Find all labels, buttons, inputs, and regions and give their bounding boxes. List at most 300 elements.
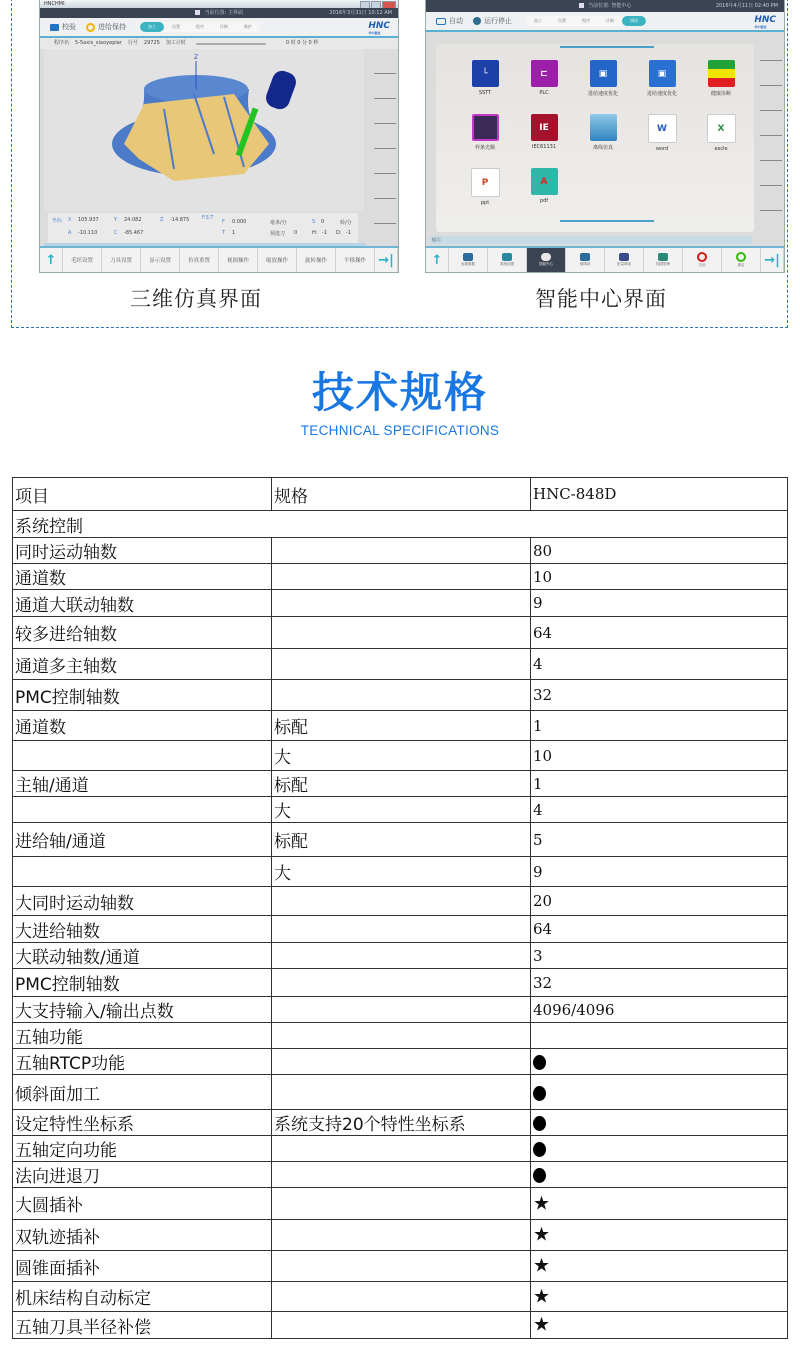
cell-spec xyxy=(272,916,531,943)
table-row xyxy=(13,943,788,969)
cell-spec xyxy=(272,997,531,1023)
tab-machining[interactable]: 加工 xyxy=(140,22,164,32)
s-value: 0 xyxy=(321,219,325,225)
table-row xyxy=(13,1162,788,1188)
next-page-button[interactable] xyxy=(375,248,398,272)
z-value: -14.875 xyxy=(170,217,190,223)
status-time: 2016年3月31日 10:12 AM xyxy=(329,10,392,16)
table-row xyxy=(13,1023,788,1049)
cell-value xyxy=(531,1282,788,1312)
page-indicator-bottom xyxy=(560,220,654,222)
tab-machining[interactable]: 加工 xyxy=(534,18,542,23)
y-label: Y xyxy=(114,217,118,223)
screenshot-showcase xyxy=(11,0,788,328)
h-label: H: xyxy=(312,230,318,236)
table-row xyxy=(13,1282,788,1312)
status-bar xyxy=(40,8,398,18)
bottom-softkey-bar xyxy=(40,246,398,272)
cell-value xyxy=(531,1251,788,1282)
cell-value xyxy=(531,1312,788,1339)
smart-center-screenshot xyxy=(426,0,784,272)
table-row xyxy=(13,1220,788,1251)
table-row xyxy=(13,1049,788,1075)
hint-label: 提示: xyxy=(432,237,442,242)
mode-row xyxy=(426,12,784,32)
a-label: A xyxy=(68,230,72,236)
cell-item: 设定特性坐标系 xyxy=(13,1110,272,1136)
table-row xyxy=(13,564,788,590)
d-label: D: xyxy=(336,230,342,236)
cell-value xyxy=(531,1162,788,1188)
table-row xyxy=(13,649,788,680)
softkey-axis-debug[interactable] xyxy=(566,248,605,272)
cell-value: 10 xyxy=(531,564,788,590)
up-arrow-icon: ↑ xyxy=(431,252,443,268)
softkey-display-setup[interactable]: 显示设置 xyxy=(141,248,180,272)
softkey-label: 批量调试 xyxy=(617,262,631,266)
feed-optimize-icon: ▣ xyxy=(590,60,617,87)
cell-item: 五轴刀具半径补偿 xyxy=(13,1312,272,1339)
word-icon: W xyxy=(648,114,677,143)
app-grid-panel xyxy=(436,44,754,232)
table-row xyxy=(13,823,788,857)
cell-value xyxy=(531,1023,788,1049)
spec-table xyxy=(12,477,788,1339)
table-row xyxy=(13,1251,788,1282)
softkey-label: 轴调试 xyxy=(579,262,591,266)
optional-star-icon: ★ xyxy=(533,1223,551,1246)
cell-item: 大圆插补 xyxy=(13,1188,272,1220)
up-level-button[interactable] xyxy=(40,248,63,272)
cell-item: 通道数 xyxy=(13,564,272,590)
cell-item: 圆锥面插补 xyxy=(13,1251,272,1282)
cell-value: 32 xyxy=(531,680,788,711)
softkey-label: 重启 xyxy=(737,263,745,267)
cell-spec xyxy=(272,1162,531,1188)
cell-value: 9 xyxy=(531,857,788,887)
softkey-label: 权限管理 xyxy=(656,262,670,266)
tab-diagnosis[interactable]: 诊断 xyxy=(220,24,228,29)
x-value: 105.937 xyxy=(78,217,99,223)
table-row xyxy=(13,857,788,887)
cell-item xyxy=(13,797,272,823)
auto-icon xyxy=(436,18,446,25)
mode-auto-label: 自动 xyxy=(449,17,463,25)
simulation-screenshot xyxy=(40,0,398,272)
cell-item: 法向进退刀 xyxy=(13,1162,272,1188)
status-time: 2016年4月11日 02:40 PM xyxy=(715,3,778,9)
table-row xyxy=(13,997,788,1023)
cell-item: 五轴RTCP功能 xyxy=(13,1049,272,1075)
supported-dot-icon xyxy=(533,1055,546,1070)
feed-optimize-cloud-icon: ▣ xyxy=(649,60,676,87)
iec61131-icon: IE xyxy=(531,114,558,141)
table-row xyxy=(13,1136,788,1162)
batch-grid-icon xyxy=(619,253,629,261)
cell-value xyxy=(531,1110,788,1136)
app-label: PLC xyxy=(539,90,549,96)
bottom-softkey-bar xyxy=(426,246,784,272)
cell-item: 较多进给轴数 xyxy=(13,617,272,649)
3d-viewport[interactable] xyxy=(44,49,364,211)
cell-value: 4 xyxy=(531,797,788,823)
app-label: SSTT xyxy=(478,90,492,96)
app-label: 进给速度优化 xyxy=(646,91,677,97)
supported-dot-icon xyxy=(533,1086,546,1101)
hint-bar xyxy=(430,236,752,244)
header-item: 项目 xyxy=(13,478,272,511)
svg-text:Z: Z xyxy=(194,54,199,61)
logo-text: HNC xyxy=(368,21,390,31)
optional-star-icon: ★ xyxy=(533,1285,551,1308)
cell-item: 倾斜面加工 xyxy=(13,1075,272,1110)
pre-tool-label: 预选刀 xyxy=(270,231,286,237)
cell-spec xyxy=(272,617,531,649)
offline-simulation-icon xyxy=(590,114,617,141)
app-label: word xyxy=(655,146,669,152)
cell-spec xyxy=(272,1251,531,1282)
cell-spec xyxy=(272,1188,531,1220)
mode-feed-hold-label: 进给保持 xyxy=(98,23,126,31)
table-row xyxy=(13,1110,788,1136)
f-unit: 毫米/分 xyxy=(270,220,287,226)
s-label: S xyxy=(312,219,316,225)
cell-item: 五轴功能 xyxy=(13,1023,272,1049)
cell-spec: 大 xyxy=(272,741,531,771)
softkey-label: 系统设置 xyxy=(500,262,514,266)
c-label: C xyxy=(114,230,118,236)
supported-dot-icon xyxy=(533,1116,546,1131)
cell-value xyxy=(531,1220,788,1251)
softkey-label: 智能中心 xyxy=(539,262,553,266)
parameter-icon xyxy=(463,253,473,261)
optional-star-icon: ★ xyxy=(533,1192,551,1215)
permission-icon xyxy=(658,253,668,261)
cell-spec xyxy=(272,943,531,969)
cell-item: 大进给轴数 xyxy=(13,916,272,943)
cell-value xyxy=(531,1188,788,1220)
pdf-icon: A xyxy=(531,168,558,195)
cell-value: 32 xyxy=(531,969,788,997)
section-row-system-control xyxy=(13,511,788,538)
tab-diagnosis[interactable]: 诊断 xyxy=(606,18,614,23)
machining-progress-bar xyxy=(196,43,266,45)
softkey-rotate-operation[interactable]: 旋转操作 xyxy=(297,248,336,272)
cell-spec xyxy=(272,590,531,617)
ppt-icon: P xyxy=(471,168,500,197)
cell-item: 通道多主轴数 xyxy=(13,649,272,680)
tab-settings[interactable]: 设置 xyxy=(558,18,566,23)
hnc-logo xyxy=(754,15,776,29)
supported-dot-icon xyxy=(533,1142,546,1157)
cell-item xyxy=(13,741,272,771)
softkey-simulation-reset[interactable]: 仿真重置 xyxy=(180,248,219,272)
table-row xyxy=(13,916,788,943)
table-row xyxy=(13,797,788,823)
supported-dot-icon xyxy=(533,1168,546,1183)
t-value: 1 xyxy=(232,230,236,236)
cell-item: 进给轴/通道 xyxy=(13,823,272,857)
app-sstt[interactable] xyxy=(460,60,510,96)
cell-value: 5 xyxy=(531,823,788,857)
mode-feed-hold[interactable] xyxy=(86,22,126,32)
cell-spec xyxy=(272,887,531,916)
main-tabs xyxy=(140,22,260,32)
f-value: 0.000 xyxy=(232,219,247,225)
cell-spec: 标配 xyxy=(272,823,531,857)
softkey-shutdown[interactable] xyxy=(683,248,722,272)
power-icon xyxy=(697,252,707,262)
mode-run-stop-label: 运行停止 xyxy=(484,17,512,25)
feed-hold-icon xyxy=(86,23,95,32)
app-word[interactable] xyxy=(637,114,687,152)
cell-spec xyxy=(272,969,531,997)
cell-item: PMC控制轴数 xyxy=(13,969,272,997)
cell-spec xyxy=(272,1220,531,1251)
app-excel[interactable] xyxy=(696,114,746,152)
axis-debug-icon xyxy=(580,253,590,261)
window-title: HNCHMI xyxy=(44,1,65,7)
app-label: pdf xyxy=(539,198,549,204)
y-value: 24.082 xyxy=(124,217,142,223)
plc-icon: ⊏ xyxy=(531,60,558,87)
softkey-smart-center[interactable] xyxy=(527,248,566,272)
cell-item: 五轴定向功能 xyxy=(13,1136,272,1162)
cell-item: 双轨迹插补 xyxy=(13,1220,272,1251)
z-label: Z xyxy=(160,217,164,223)
home-icon xyxy=(195,10,200,15)
h-value: -1 xyxy=(322,230,327,236)
cell-spec xyxy=(272,1023,531,1049)
cell-spec xyxy=(272,1282,531,1312)
pre-tool-value: 0 xyxy=(294,230,298,236)
cell-value: 1 xyxy=(531,711,788,741)
next-arrow-icon: →| xyxy=(764,252,780,268)
up-arrow-icon: ↑ xyxy=(45,252,57,268)
tab-maintenance[interactable]: 维护 xyxy=(244,24,252,29)
app-offline-simulation[interactable] xyxy=(578,114,628,151)
section-title: 技术规格 xyxy=(311,368,488,417)
line-number: 29725 xyxy=(143,40,160,46)
cell-item: 大联动轴数/通道 xyxy=(13,943,272,969)
table-row xyxy=(13,1188,788,1220)
a-value: -10.110 xyxy=(78,230,98,236)
cell-value: 3 xyxy=(531,943,788,969)
side-softkeys xyxy=(754,36,784,236)
health-diagnosis-icon xyxy=(708,60,735,87)
cell-value xyxy=(531,1075,788,1110)
cell-spec: 大 xyxy=(272,797,531,823)
cell-value: 64 xyxy=(531,617,788,649)
softkey-blank-setup[interactable]: 毛坯设置 xyxy=(63,248,102,272)
cell-spec: 标配 xyxy=(272,711,531,741)
cell-item: 通道大联动轴数 xyxy=(13,590,272,617)
app-feed-optimize[interactable] xyxy=(578,60,628,97)
table-row xyxy=(13,711,788,741)
cell-value: 64 xyxy=(531,916,788,943)
home-icon xyxy=(579,3,584,8)
optional-star-icon: ★ xyxy=(533,1254,551,1277)
softkey-label: 参数数据 xyxy=(461,262,475,266)
cell-item: 大同时运动轴数 xyxy=(13,887,272,916)
side-softkeys xyxy=(368,49,398,249)
table-row xyxy=(13,590,788,617)
app-pdf[interactable] xyxy=(519,168,569,204)
table-row xyxy=(13,1312,788,1339)
impeller-model-icon xyxy=(44,49,364,211)
cell-item: 同时运动轴数 xyxy=(13,538,272,564)
simulation-caption: 三维仿真界面 xyxy=(130,287,262,311)
mode-auto[interactable] xyxy=(436,16,463,26)
cell-spec xyxy=(272,1075,531,1110)
tab-program[interactable]: 程序 xyxy=(196,24,204,29)
optional-star-icon: ★ xyxy=(533,1313,551,1336)
sstt-icon: └ xyxy=(472,60,499,87)
table-row xyxy=(13,741,788,771)
mode-row xyxy=(40,18,398,38)
excel-icon: X xyxy=(707,114,736,143)
status-location: 当前位置: 主界面 xyxy=(204,10,243,16)
table-row xyxy=(13,771,788,797)
t-label: T xyxy=(222,230,226,236)
c-value: -85.467 xyxy=(124,230,144,236)
section-label: 系统控制 xyxy=(13,511,788,538)
softkey-restart[interactable] xyxy=(722,248,761,272)
header-model: HNC-848D xyxy=(531,478,788,511)
table-row xyxy=(13,1075,788,1110)
app-spline-smoothing[interactable] xyxy=(460,114,510,151)
run-stop-icon xyxy=(473,17,481,25)
app-label: IEC61131 xyxy=(531,144,557,150)
app-plc[interactable] xyxy=(519,60,569,96)
s-unit: 转/分 xyxy=(340,220,352,226)
up-level-button[interactable] xyxy=(426,248,449,272)
status-location: 当前位置: 智能中心 xyxy=(588,3,632,9)
app-label: 离线仿真 xyxy=(592,145,613,151)
app-feed-optimize-cloud[interactable] xyxy=(637,60,687,97)
cell-value xyxy=(531,1049,788,1075)
app-iec61131[interactable] xyxy=(519,114,569,150)
table-header-row xyxy=(13,478,788,511)
softkey-label: 关闭 xyxy=(698,263,706,267)
cell-spec: 大 xyxy=(272,857,531,887)
f-label: F xyxy=(222,219,225,225)
cell-spec: 系统支持20个特性坐标系 xyxy=(272,1110,531,1136)
main-tabs xyxy=(526,16,646,26)
cell-value: 80 xyxy=(531,538,788,564)
table-row xyxy=(13,680,788,711)
cell-spec xyxy=(272,680,531,711)
app-label: 进给速度优化 xyxy=(587,91,618,97)
app-label: excle xyxy=(714,146,728,152)
hnc-logo xyxy=(368,21,390,35)
logo-text: HNC xyxy=(754,15,776,25)
cell-item: PMC控制轴数 xyxy=(13,680,272,711)
timer-label: 加工计时 xyxy=(165,40,186,46)
cell-item: 机床结构自动标定 xyxy=(13,1282,272,1312)
program-label: 程序名 xyxy=(54,40,70,46)
softkey-system-settings[interactable] xyxy=(488,248,527,272)
cell-spec xyxy=(272,564,531,590)
table-row xyxy=(13,617,788,649)
table-row xyxy=(13,969,788,997)
cell-spec xyxy=(272,1312,531,1339)
cell-spec xyxy=(272,1136,531,1162)
status-bar xyxy=(426,0,784,12)
cell-spec: 标配 xyxy=(272,771,531,797)
section-heading xyxy=(0,363,800,438)
tab-debug[interactable]: 调试 xyxy=(622,16,646,26)
table-row xyxy=(13,538,788,564)
cell-item: 通道数 xyxy=(13,711,272,741)
logo-subtext: 华中数控 xyxy=(754,25,767,29)
coordinate-panel xyxy=(48,213,358,243)
app-label: ppt xyxy=(480,200,490,206)
cell-value: 10 xyxy=(531,741,788,771)
d-value: -1 xyxy=(346,230,351,236)
cloud-icon xyxy=(541,253,551,261)
mode-verify[interactable] xyxy=(50,22,76,32)
cell-spec xyxy=(272,649,531,680)
app-health-diagnosis[interactable] xyxy=(696,60,746,97)
verify-icon xyxy=(50,24,59,31)
app-label: 健康诊断 xyxy=(710,91,731,97)
program-name: 5-5axis_xiaoyepiar xyxy=(75,40,122,46)
fst-label: F.S.T xyxy=(202,215,214,221)
line-label: 行号 xyxy=(127,40,138,46)
restart-icon xyxy=(736,252,746,262)
system-settings-icon xyxy=(502,253,512,261)
softkey-pan-operation[interactable]: 平移操作 xyxy=(336,248,375,272)
next-page-button[interactable] xyxy=(761,248,784,272)
cell-spec xyxy=(272,538,531,564)
spline-smoothing-icon xyxy=(472,114,499,141)
cell-value: 20 xyxy=(531,887,788,916)
cell-value: 4 xyxy=(531,649,788,680)
cell-spec xyxy=(272,1049,531,1075)
cell-value: 1 xyxy=(531,771,788,797)
next-arrow-icon: →| xyxy=(378,252,394,268)
cell-value xyxy=(531,1136,788,1162)
softkey-zoom-operation[interactable]: 缩放操作 xyxy=(258,248,297,272)
timer-value: 0 时 0 分 0 秒 xyxy=(285,40,319,46)
mode-run-stop[interactable] xyxy=(473,16,512,26)
tab-program[interactable]: 程序 xyxy=(582,18,590,23)
program-info-row xyxy=(40,38,398,49)
cell-item: 主轴/通道 xyxy=(13,771,272,797)
cell-item xyxy=(13,857,272,887)
cell-value: 4096/4096 xyxy=(531,997,788,1023)
cell-item: 大支持输入/输出点数 xyxy=(13,997,272,1023)
cell-value: 9 xyxy=(531,590,788,617)
section-subtitle: TECHNICAL SPECIFICATIONS xyxy=(300,423,500,438)
softkey-permission-management[interactable] xyxy=(644,248,683,272)
page-indicator-top xyxy=(560,46,654,48)
app-ppt[interactable] xyxy=(460,168,510,206)
softkey-view-operation[interactable]: 视图操作 xyxy=(219,248,258,272)
mode-verify-label: 校验 xyxy=(62,23,76,31)
x-label: X xyxy=(68,217,72,223)
app-label: 样条光顺 xyxy=(474,145,495,151)
smart-center-caption: 智能中心界面 xyxy=(535,287,667,311)
softkey-batch-debug[interactable] xyxy=(605,248,644,272)
window-titlebar xyxy=(40,0,398,8)
softkey-parameter-data[interactable] xyxy=(449,248,488,272)
softkey-tool-setup[interactable]: 刀具设置 xyxy=(102,248,141,272)
coord-frame-label: 坐标 xyxy=(52,218,63,224)
tab-settings[interactable]: 设置 xyxy=(172,24,180,29)
logo-subtext: 华中数控 xyxy=(368,31,381,35)
